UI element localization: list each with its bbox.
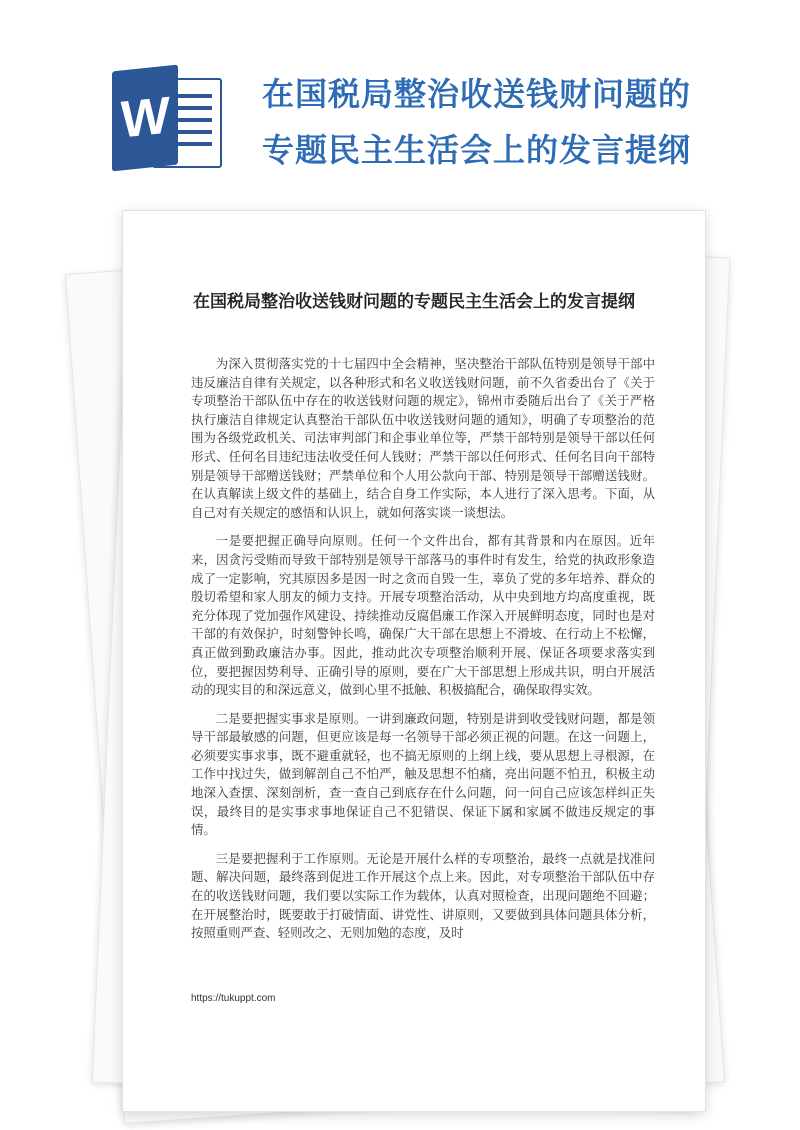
document-preview [80, 210, 720, 1120]
page-header [0, 0, 800, 200]
word-w-icon: W [112, 65, 178, 172]
header-title [262, 66, 782, 178]
document-body [191, 355, 655, 953]
footer-url[interactable]: https://tukuppt.com [191, 993, 276, 1004]
paragraph: 三是要把握利于工作原则。无论是开展什么样的专项整治，最终一点就是找准问题、解决问题，最终落到促进工作开展这个点上来。因此，对专项整治干部队伍中存在的收送钱财问题，我们要以实际工作为载体，认真对照检查，出现问题绝不回避；在开展整治时，既要敢于打破情面、讲党性、讲原则，又要做到具体问题具体分析，按照重则严查、轻则改之、无则加勉的态度，及时 [191, 850, 655, 941]
paragraph: 为深入贯彻落实党的十七届四中全会精神，坚决整治干部队伍特别是领导干部中违反廉洁自律有关规定，以各种形式和名义收送钱财问题，前不久省委出台了《关于专项整治干部队伍中存在的收送钱财问题的规定》，锦州市委随后出台了《关于严格执行廉洁自律规定认真整治干部队伍中收送钱财问题的通知》，明确了专项整治的范围为各级党政机关、司法审判部门和企事业单位等，严禁干部特别是领导干部以任何形式、任何名目违纪违法收受任何人钱财；严禁干部以任何形式、任何名目向干部特别是领导干部赠送钱财；严禁单位和个人用公款向干部、特别是领导干部赠送钱财。在认真解读上级文件的基础上，结合自身工作实际，本人进行了深入思考。下面，从自己对有关规定的感悟和认识上，就如何落实谈一谈想法。 [191, 356, 655, 520]
word-document-icon [112, 68, 228, 168]
header-title-line-1: 在国税局整治收送钱财问题的 [262, 75, 692, 113]
document-page [122, 210, 706, 1112]
document-title: 在国税局整治收送钱财问题的专题民主生活会上的发言提纲 [193, 292, 635, 312]
paragraph: 一是要把握正确导向原则。任何一个文件出台，都有其背景和内在原因。近年来，因贪污受贿而导致干部特别是领导干部落马的事件时有发生，给党的执政形象造成了一定影响，究其原因多是因一时之贪而自毁一生，辜负了党的多年培养、群众的殷切希望和家人朋友的倾力支持。开展专项整治活动，从中央到地方均高度重视，既充分体现了党加强作风建设、持续推动反腐倡廉工作深入开展鲜明态度，同时也是对干部的有效保护，时刻警钟长鸣，确保广大干部在思想上不滑坡、在行动上不松懈，真正做到勤政廉洁办事。因此，推动此次专项整治顺利开展、保证各项要求落实到位，要把握因势利导、正确引导的原则，要在广大干部思想上形成共识，明白开展活动的现实目的和深远意义，做到心里不抵触、积极搞配合，确保取得实效。 [191, 533, 655, 698]
header-title-line-2: 专题民主生活会上的发言提纲 [262, 131, 692, 169]
paragraph: 二是要把握实事求是原则。一讲到廉政问题，特别是讲到收受钱财问题，都是领导干部最敏感的问题，但更应该是每一名领导干部必须正视的问题。在这一问题上，必须要实事求事，既不避重就轻，也不搞无原则的上纲上线，要从思想上寻根源，在工作中找过失，做到解剖自己不怕严，触及思想不怕痛，亮出问题不怕丑，积极主动地深入查摆、深刻剖析，查一查自己到底存在什么问题，问一问自己应该怎样纠正失误，最终目的是实事求事地保证自己不犯错误、保证下属和家属不做违反规定的事情。 [191, 710, 655, 838]
